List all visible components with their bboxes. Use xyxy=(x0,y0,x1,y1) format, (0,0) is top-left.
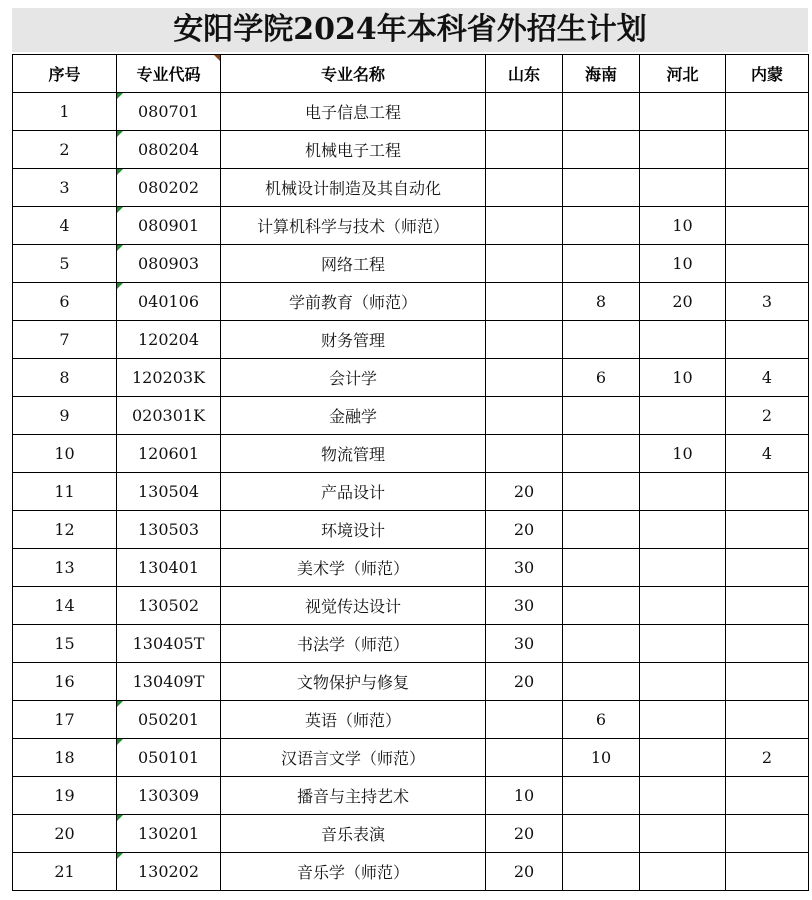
cell-major-name: 音乐学（师范） xyxy=(221,853,486,891)
cell-code: 130504 xyxy=(117,473,221,511)
cell-hainan xyxy=(563,169,640,207)
cell-shandong: 30 xyxy=(486,587,563,625)
cell-no: 21 xyxy=(13,853,117,891)
cell-neimeng xyxy=(726,777,809,815)
table-row xyxy=(13,93,809,131)
table-row xyxy=(13,815,809,853)
header-neimeng: 内蒙 xyxy=(726,55,809,93)
cell-no: 11 xyxy=(13,473,117,511)
cell-neimeng xyxy=(726,169,809,207)
cell-no: 6 xyxy=(13,283,117,321)
cell-neimeng: 4 xyxy=(726,359,809,397)
cell-shandong xyxy=(486,169,563,207)
table-row xyxy=(13,321,809,359)
cell-neimeng xyxy=(726,131,809,169)
cell-neimeng: 2 xyxy=(726,397,809,435)
cell-shandong: 20 xyxy=(486,663,563,701)
cell-shandong: 20 xyxy=(486,511,563,549)
header-shandong: 山东 xyxy=(486,55,563,93)
cell-major-name: 文物保护与修复 xyxy=(221,663,486,701)
cell-shandong xyxy=(486,321,563,359)
cell-neimeng xyxy=(726,473,809,511)
cell-code: 120203K xyxy=(117,359,221,397)
table-body xyxy=(13,93,809,891)
cell-hainan: 6 xyxy=(563,359,640,397)
cell-shandong xyxy=(486,131,563,169)
cell-hebei: 10 xyxy=(640,245,726,283)
cell-major-name: 美术学（师范） xyxy=(221,549,486,587)
cell-neimeng xyxy=(726,549,809,587)
cell-major-name: 物流管理 xyxy=(221,435,486,473)
cell-neimeng xyxy=(726,625,809,663)
table-row xyxy=(13,549,809,587)
cell-code: 130405T xyxy=(117,625,221,663)
cell-shandong xyxy=(486,207,563,245)
cell-hebei xyxy=(640,853,726,891)
header-no: 序号 xyxy=(13,55,117,93)
cell-hainan xyxy=(563,207,640,245)
table-row xyxy=(13,739,809,777)
cell-neimeng xyxy=(726,853,809,891)
cell-hainan xyxy=(563,625,640,663)
cell-no: 20 xyxy=(13,815,117,853)
cell-shandong xyxy=(486,93,563,131)
cell-no: 5 xyxy=(13,245,117,283)
cell-shandong xyxy=(486,435,563,473)
cell-hebei xyxy=(640,777,726,815)
cell-hebei xyxy=(640,663,726,701)
cell-code: 080202 xyxy=(117,169,221,207)
cell-hebei xyxy=(640,397,726,435)
cell-code: 130201 xyxy=(117,815,221,853)
cell-major-name: 会计学 xyxy=(221,359,486,397)
cell-major-name: 机械电子工程 xyxy=(221,131,486,169)
cell-hebei xyxy=(640,587,726,625)
cell-shandong: 30 xyxy=(486,625,563,663)
cell-neimeng: 3 xyxy=(726,283,809,321)
cell-code: 080901 xyxy=(117,207,221,245)
table-row xyxy=(13,245,809,283)
table-row xyxy=(13,169,809,207)
table-row xyxy=(13,777,809,815)
cell-hebei xyxy=(640,321,726,359)
header-hebei: 河北 xyxy=(640,55,726,93)
cell-neimeng xyxy=(726,511,809,549)
cell-shandong xyxy=(486,359,563,397)
cell-shandong: 30 xyxy=(486,549,563,587)
cell-neimeng xyxy=(726,815,809,853)
cell-major-name: 财务管理 xyxy=(221,321,486,359)
cell-no: 12 xyxy=(13,511,117,549)
cell-neimeng xyxy=(726,701,809,739)
cell-code: 050101 xyxy=(117,739,221,777)
cell-major-name: 机械设计制造及其自动化 xyxy=(221,169,486,207)
table-row xyxy=(13,435,809,473)
cell-shandong: 20 xyxy=(486,853,563,891)
table-row xyxy=(13,283,809,321)
table-row xyxy=(13,587,809,625)
cell-hebei xyxy=(640,815,726,853)
cell-hebei xyxy=(640,549,726,587)
cell-no: 18 xyxy=(13,739,117,777)
cell-shandong xyxy=(486,245,563,283)
table-row xyxy=(13,511,809,549)
cell-hainan xyxy=(563,473,640,511)
cell-major-name: 网络工程 xyxy=(221,245,486,283)
cell-major-name: 金融学 xyxy=(221,397,486,435)
cell-hebei: 10 xyxy=(640,435,726,473)
cell-code: 130502 xyxy=(117,587,221,625)
cell-major-name: 音乐表演 xyxy=(221,815,486,853)
cell-no: 3 xyxy=(13,169,117,207)
cell-no: 8 xyxy=(13,359,117,397)
cell-hainan xyxy=(563,853,640,891)
cell-hainan xyxy=(563,397,640,435)
cell-neimeng xyxy=(726,321,809,359)
cell-code: 130309 xyxy=(117,777,221,815)
cell-neimeng xyxy=(726,93,809,131)
cell-hebei: 20 xyxy=(640,283,726,321)
cell-shandong: 10 xyxy=(486,777,563,815)
cell-major-name: 汉语言文学（师范） xyxy=(221,739,486,777)
cell-hebei xyxy=(640,625,726,663)
cell-hainan xyxy=(563,587,640,625)
cell-code: 020301K xyxy=(117,397,221,435)
cell-major-name: 书法学（师范） xyxy=(221,625,486,663)
cell-hebei xyxy=(640,511,726,549)
cell-hebei xyxy=(640,93,726,131)
cell-no: 4 xyxy=(13,207,117,245)
table-row xyxy=(13,663,809,701)
cell-hainan xyxy=(563,511,640,549)
cell-code: 040106 xyxy=(117,283,221,321)
table-row xyxy=(13,473,809,511)
cell-shandong xyxy=(486,283,563,321)
cell-major-name: 计算机科学与技术（师范） xyxy=(221,207,486,245)
cell-hainan xyxy=(563,663,640,701)
cell-shandong xyxy=(486,739,563,777)
table-row xyxy=(13,131,809,169)
table-row xyxy=(13,625,809,663)
header-hainan: 海南 xyxy=(563,55,640,93)
cell-code: 080701 xyxy=(117,93,221,131)
cell-neimeng xyxy=(726,587,809,625)
cell-hainan xyxy=(563,777,640,815)
cell-code: 130409T xyxy=(117,663,221,701)
cell-hebei xyxy=(640,701,726,739)
cell-hebei: 10 xyxy=(640,207,726,245)
cell-hebei xyxy=(640,473,726,511)
document-title: 安阳学院2024年本科省外招生计划 xyxy=(12,8,808,52)
cell-major-name: 产品设计 xyxy=(221,473,486,511)
cell-neimeng: 2 xyxy=(726,739,809,777)
cell-neimeng xyxy=(726,245,809,283)
cell-code: 130401 xyxy=(117,549,221,587)
header-name: 专业名称 xyxy=(221,55,486,93)
cell-code: 130503 xyxy=(117,511,221,549)
enrollment-plan-table xyxy=(12,54,809,891)
cell-no: 16 xyxy=(13,663,117,701)
cell-no: 7 xyxy=(13,321,117,359)
cell-no: 17 xyxy=(13,701,117,739)
cell-hainan xyxy=(563,93,640,131)
header-code: 专业代码 xyxy=(117,55,221,93)
cell-major-name: 视觉传达设计 xyxy=(221,587,486,625)
table-row xyxy=(13,701,809,739)
cell-shandong: 20 xyxy=(486,473,563,511)
cell-hainan xyxy=(563,131,640,169)
cell-neimeng xyxy=(726,663,809,701)
cell-hainan xyxy=(563,435,640,473)
cell-code: 130202 xyxy=(117,853,221,891)
cell-no: 9 xyxy=(13,397,117,435)
cell-no: 2 xyxy=(13,131,117,169)
cell-neimeng xyxy=(726,207,809,245)
cell-shandong xyxy=(486,397,563,435)
cell-no: 13 xyxy=(13,549,117,587)
cell-code: 080204 xyxy=(117,131,221,169)
cell-hainan xyxy=(563,815,640,853)
cell-major-name: 环境设计 xyxy=(221,511,486,549)
cell-code: 050201 xyxy=(117,701,221,739)
cell-shandong: 20 xyxy=(486,815,563,853)
cell-hainan xyxy=(563,245,640,283)
cell-hebei xyxy=(640,169,726,207)
cell-hainan: 10 xyxy=(563,739,640,777)
cell-no: 19 xyxy=(13,777,117,815)
cell-hainan xyxy=(563,549,640,587)
table-row xyxy=(13,207,809,245)
cell-hainan: 6 xyxy=(563,701,640,739)
cell-hainan xyxy=(563,321,640,359)
cell-code: 120204 xyxy=(117,321,221,359)
cell-major-name: 电子信息工程 xyxy=(221,93,486,131)
cell-major-name: 英语（师范） xyxy=(221,701,486,739)
header-row xyxy=(13,55,809,93)
cell-hebei xyxy=(640,131,726,169)
table-row xyxy=(13,359,809,397)
cell-no: 14 xyxy=(13,587,117,625)
cell-code: 080903 xyxy=(117,245,221,283)
cell-major-name: 学前教育（师范） xyxy=(221,283,486,321)
cell-no: 10 xyxy=(13,435,117,473)
cell-no: 1 xyxy=(13,93,117,131)
cell-hebei xyxy=(640,739,726,777)
table-row xyxy=(13,397,809,435)
cell-shandong xyxy=(486,701,563,739)
cell-neimeng: 4 xyxy=(726,435,809,473)
cell-hebei: 10 xyxy=(640,359,726,397)
cell-hainan: 8 xyxy=(563,283,640,321)
cell-code: 120601 xyxy=(117,435,221,473)
cell-major-name: 播音与主持艺术 xyxy=(221,777,486,815)
table-row xyxy=(13,853,809,891)
cell-no: 15 xyxy=(13,625,117,663)
